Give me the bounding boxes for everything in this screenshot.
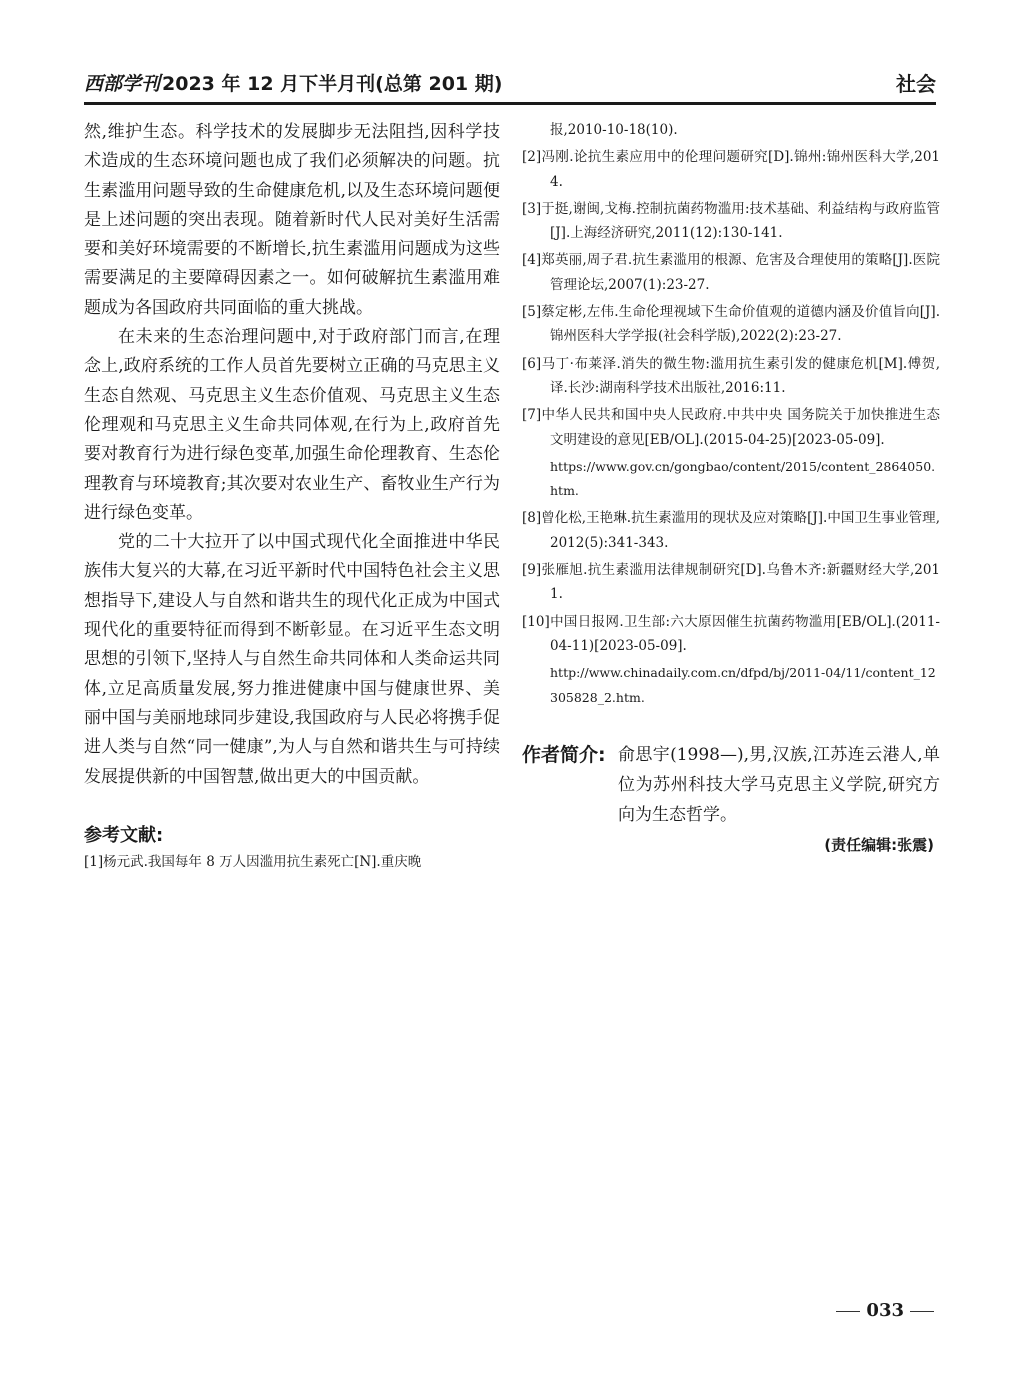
reference-2: [2]冯刚.论抗生素应用中的伦理问题研究[D].锦州:锦州医科大学,2014.	[522, 149, 940, 190]
body-paragraph-3: 党的二十大拉开了以中国式现代化全面推进中华民族伟大复兴的大幕,在习近平新时代中国特色社会主义思想指导下,建设人与自然和谐共生的现代化正成为中国式现代化的重要特征而得到不断彰显。在习近平生态文明思想的引领下,坚持人与自然生命共同体和人类命运共同体,立足高质量发展,努力推进健康中国与健康世界、美丽中国与美丽地球同步建设,我国政府与人民必将携手促进人类与自然“同一健康”,为人与自然和谐共生与可持续发展提供新的中国智慧,做出更大的中国贡献。	[84, 532, 500, 787]
references-title: 参考文献:	[84, 824, 164, 846]
issue-info: 2023 年 12 月下半月刊(总第 201 期)	[162, 73, 503, 95]
page-number	[830, 1300, 940, 1321]
page-number-value: 033	[866, 1300, 904, 1321]
reference-3: [3]于挺,谢闽,戈梅.控制抗菌药物滥用:技术基础、利益结构与政府监管[J].上海经济研究,2011(12):130-141.	[522, 200, 940, 242]
reference-6: [6]马丁·布莱泽.消失的微生物:滥用抗生素引发的健康危机[M].傅贺,译.长沙:湖南科学技术出版社,2016:11.	[522, 355, 940, 396]
left-column	[84, 118, 500, 877]
reference-10-url: http://www.chinadaily.com.cn/dfpd/bj/2011-04/11/content_12305828_2.htm.	[550, 665, 936, 705]
section-name: 社会	[896, 72, 936, 96]
reference-7-url: https://www.gov.cn/gongbao/content/2015/content_2864050.htm.	[550, 458, 936, 499]
page-number-dash-left	[836, 1311, 860, 1312]
author-bio	[522, 740, 940, 830]
reference-9: [9]张雁旭.抗生素滥用法律规制研究[D].乌鲁木齐:新疆财经大学,2011.	[522, 562, 940, 603]
journal-name: 西部学刊	[84, 73, 161, 95]
reference-5: [5]蔡定彬,左伟.生命伦理视域下生命价值观的道德内涵及价值旨向[J].锦州医科大学学报(社会科学版),2022(2):23-27.	[522, 304, 940, 345]
reference-10: [10]中国日报网.卫生部:六大原因催生抗菌药物滥用[EB/OL].(2011-04-11)[2023-05-09].	[522, 613, 940, 654]
page-number-dash-right	[910, 1311, 934, 1312]
header-divider	[84, 102, 936, 105]
reference-1: [1]杨元武.我国每年 8 万人因滥用抗生素死亡[N].重庆晚	[84, 853, 422, 870]
page-header	[84, 68, 936, 100]
reference-7: [7]中华人民共和国中央人民政府.中共中央 国务院关于加快推进生态文明建设的意见[EB/OL].(2015-04-25)[2023-05-09].	[522, 407, 940, 448]
reference-1-continued: 报,2010-10-18(10).	[550, 122, 678, 138]
author-bio-text: 俞思宇(1998—),男,汉族,江苏连云港人,单位为苏州科技大学马克思主义学院,研究方向为生态哲学。	[618, 744, 940, 825]
reference-4: [4]郑英丽,周子君.抗生素滥用的根源、危害及合理使用的策略[J].医院管理论坛,2007(1):23-27.	[522, 252, 940, 293]
right-column	[522, 118, 940, 858]
reference-8: [8]曾化松,王艳琳.抗生素滥用的现状及应对策略[J].中国卫生事业管理,2012(5):341-343.	[522, 510, 940, 551]
body-paragraph-2: 在未来的生态治理问题中,对于政府部门而言,在理念上,政府系统的工作人员首先要树立正确的马克思主义生态自然观、马克思主义生态价值观、马克思主义生态伦理观和马克思主义生命共同体观,在行为上,政府首先要对教育行为进行绿色变革,加强生命伦理教育、生态伦理教育与环境教育;其次要对农业生产、畜牧业生产行为进行绿色变革。	[84, 327, 500, 523]
journal-issue-line	[84, 68, 502, 100]
author-bio-label: 作者简介:	[522, 743, 606, 766]
responsible-editor: (责任编辑:张震)	[824, 835, 934, 854]
body-paragraph-1: 然,维护生态。科学技术的发展脚步无法阻挡,因科学技术造成的生态环境问题也成了我们必须解决的问题。抗生素滥用问题导致的生命健康危机,以及生态环境问题便是上述问题的突出表现。随着新时代人民对美好生活需要和美好环境需要的不断增长,抗生素滥用问题成为这些需要满足的主要障碍因素之一。如何破解抗生素滥用难题成为各国政府共同面临的重大挑战。	[84, 122, 500, 318]
